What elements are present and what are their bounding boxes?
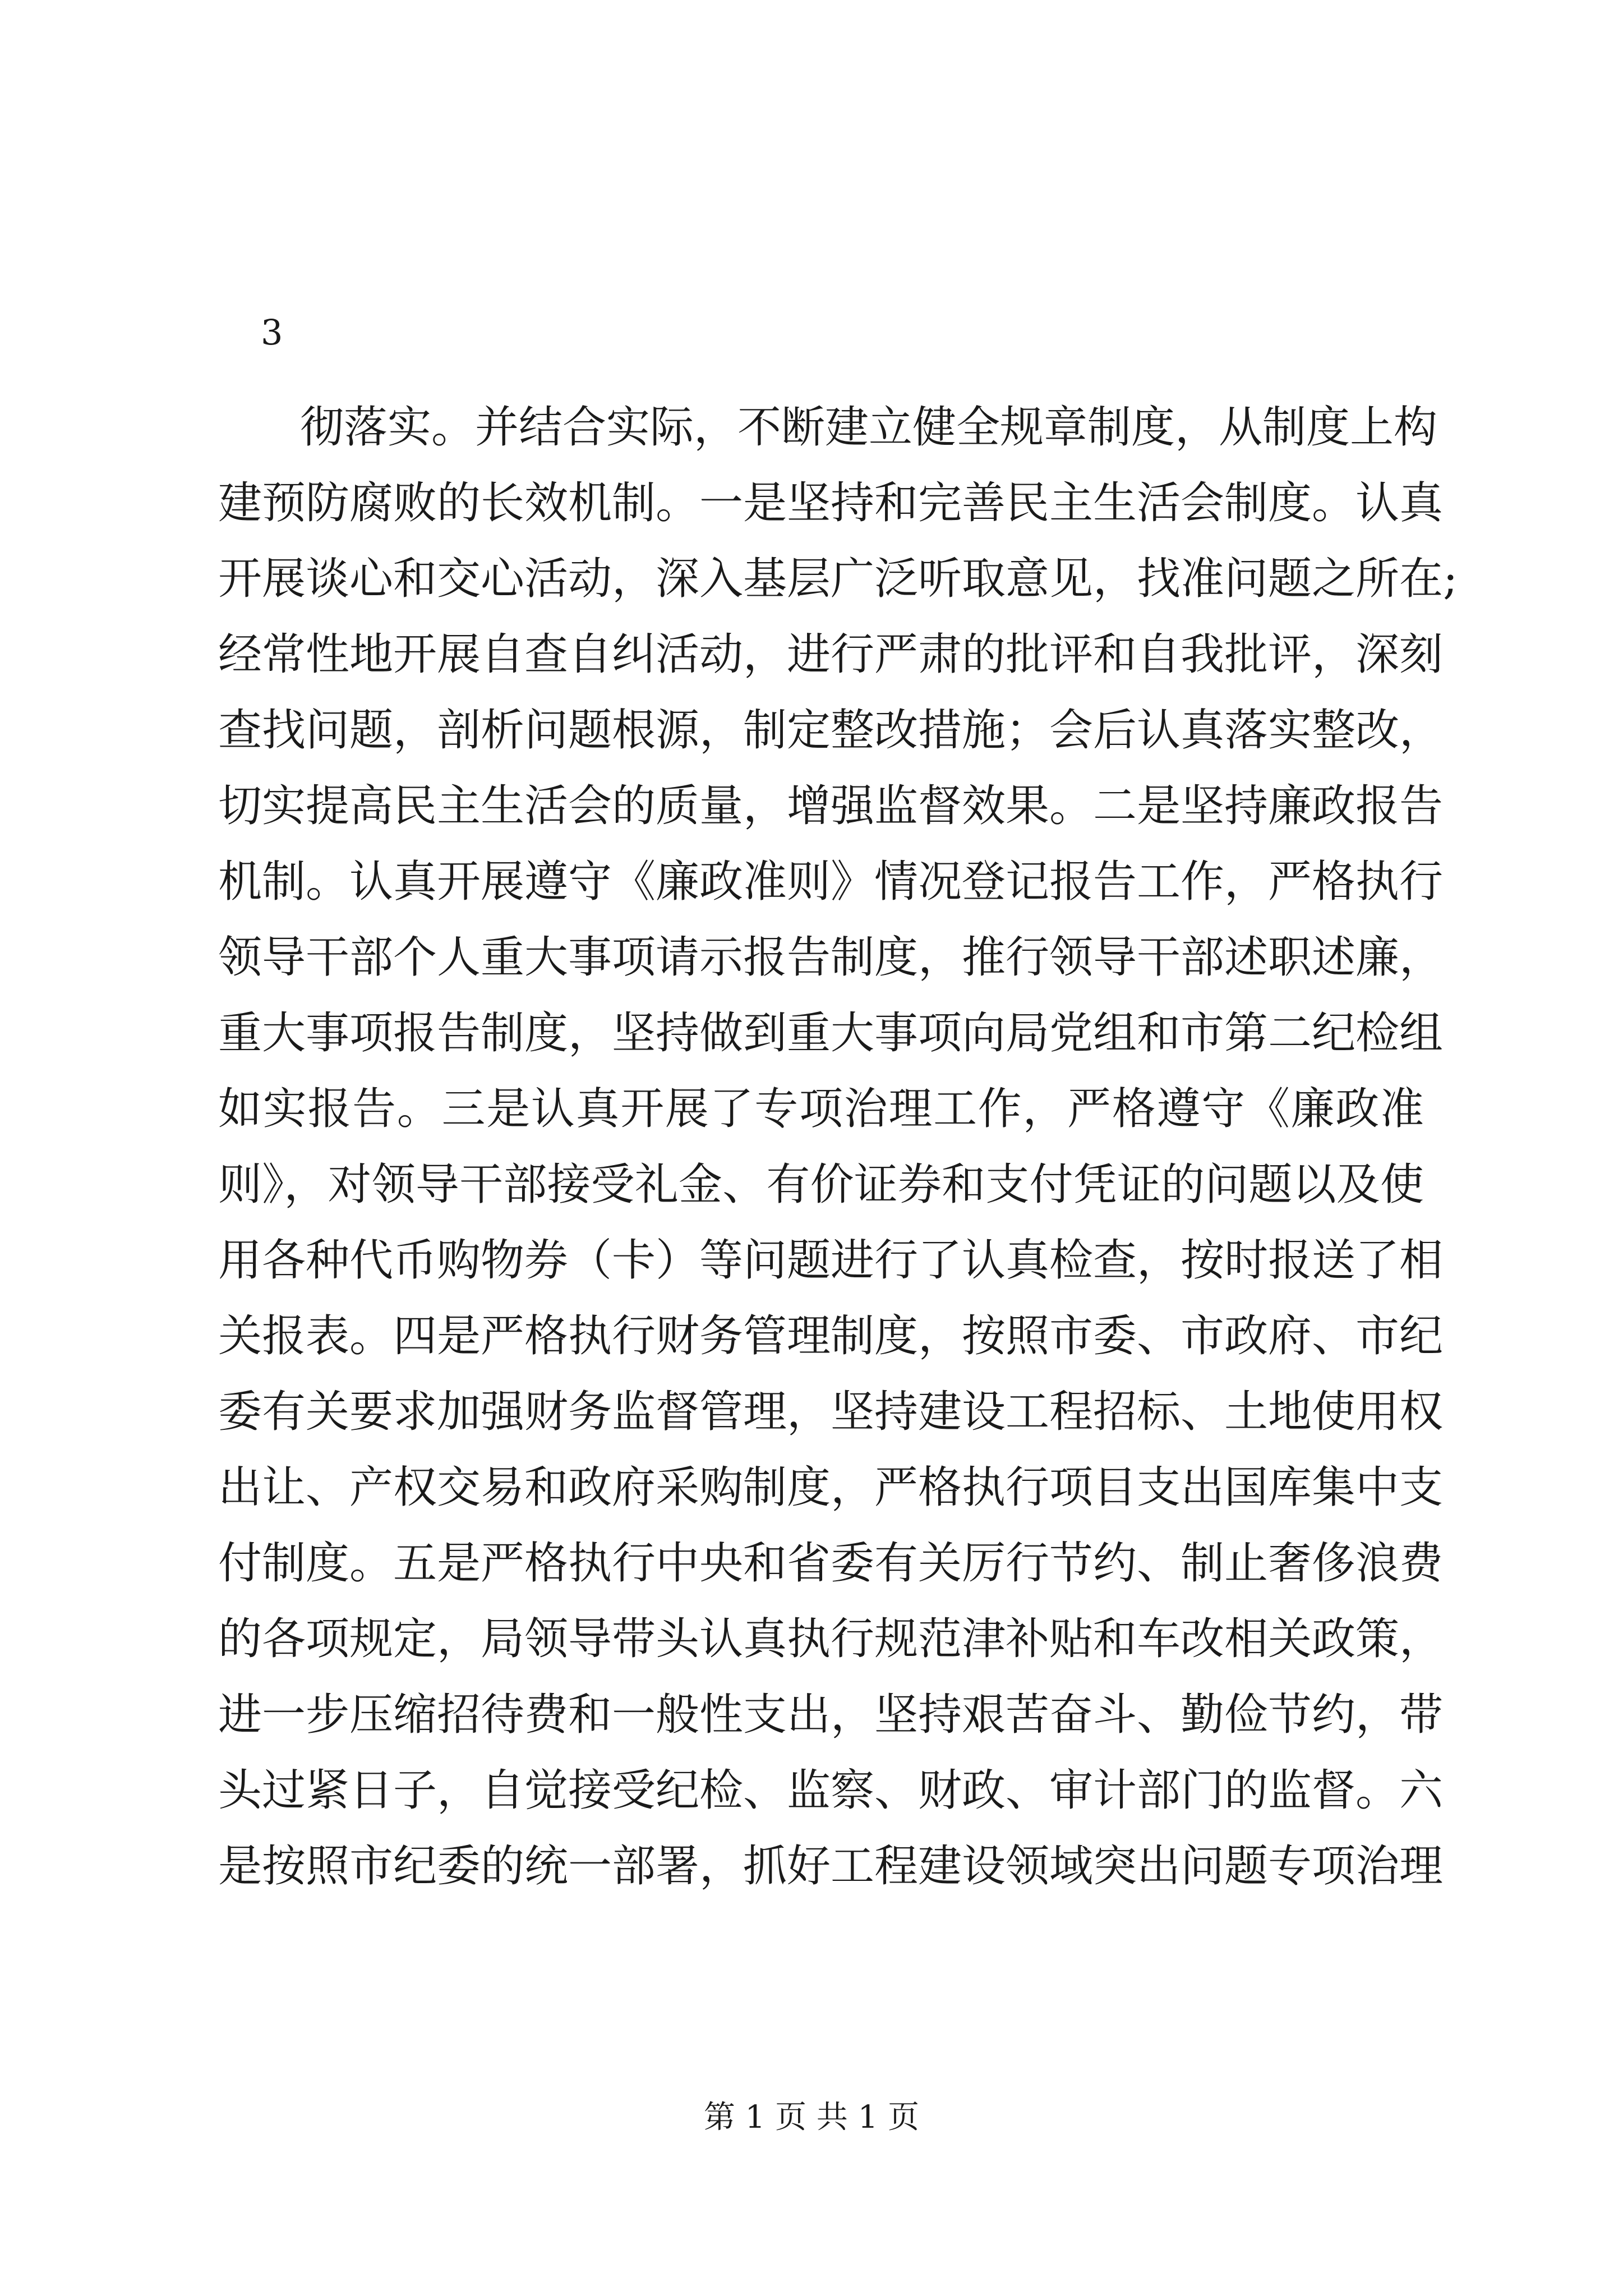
text-line: 付制度。五是严格执行中央和省委有关厉行节约、制止奢侈浪费 [218,1538,1444,1589]
text-line: 开展谈心和交心活动，深入基层广泛听取意见，找准问题之所在; [218,554,1458,604]
text-line: 关报表。四是严格执行财务管理制度，按照市委、市政府、市纪 [218,1311,1444,1361]
text-line: 的各项规定，局领导带头认真执行规范津补贴和车改相关政策， [218,1614,1444,1664]
page-marker: 3 [261,312,283,353]
text-line: 进一步压缩招待费和一般性支出，坚持艰苦奋斗、勤俭节约，带 [218,1690,1444,1740]
text-line: 领导干部个人重大事项请示报告制度，推行领导干部述职述廉， [218,932,1444,983]
text-line: 用各种代币购物券（卡）等问题进行了认真检查，按时报送了相 [218,1235,1444,1286]
text-line: 经常性地开展自查自纠活动，进行严肃的批评和自我批评，深刻 [218,629,1444,680]
page-footer: 第 1 页 共 1 页 [703,2099,920,2136]
body-text [218,390,1458,1904]
text-line: 彻落实。并结合实际，不断建立健全规章制度，从制度上构 [300,402,1438,453]
text-line: 头过紧日子，自觉接受纪检、监察、财政、审计部门的监督。六 [218,1765,1444,1816]
text-line: 出让、产权交易和政府采购制度，严格执行项目支出国库集中支 [218,1462,1444,1513]
text-line: 委有关要求加强财务监督管理，坚持建设工程招标、土地使用权 [218,1387,1444,1437]
text-line: 是按照市纪委的统一部署，抓好工程建设领域突出问题专项治理 [218,1841,1444,1892]
text-line: 机制。认真开展遵守《廉政准则》情况登记报告工作，严格执行 [218,857,1444,907]
text-line: 切实提高民主生活会的质量，增强监督效果。二是坚持廉政报告 [218,781,1444,831]
text-line: 建预防腐败的长效机制。一是坚持和完善民主生活会制度。认真 [218,478,1444,528]
text-line: 查找问题，剖析问题根源，制定整改措施；会后认真落实整改， [218,705,1444,756]
text-line: 则》，对领导干部接受礼金、有价证券和支付凭证的问题以及使 [218,1159,1424,1210]
text-line: 如实报告。三是认真开展了专项治理工作，严格遵守《廉政准 [218,1084,1424,1134]
text-line: 重大事项报告制度，坚持做到重大事项向局党组和市第二纪检组 [218,1008,1444,1059]
